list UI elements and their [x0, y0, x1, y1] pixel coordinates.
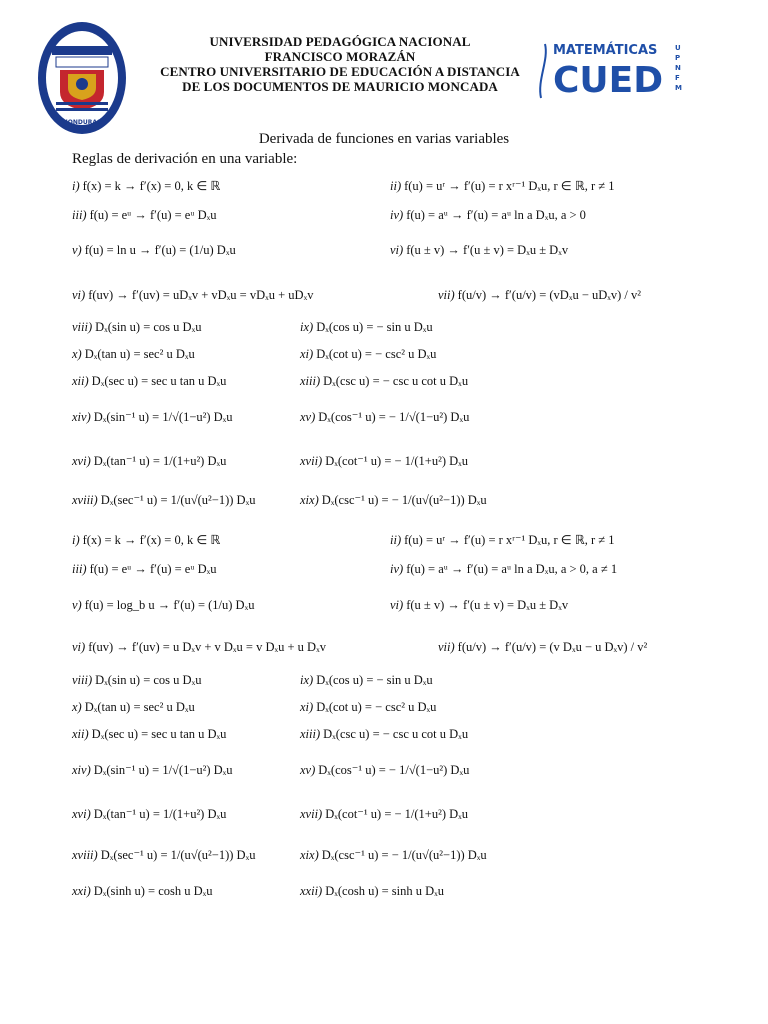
formula-label: ix) — [300, 320, 314, 334]
formula-expression: Dₓ(sin u) = cos u Dₓu — [95, 673, 202, 687]
formula-label: i) — [72, 179, 80, 193]
svg-text:P: P — [675, 54, 681, 62]
formula-expression: Dₓ(csc⁻¹ u) = − 1/(u√(u²−1)) Dₓu — [321, 848, 487, 862]
formula-section1-10 — [300, 319, 433, 335]
document-title: Derivada de funciones en varias variables — [258, 131, 510, 147]
formula-label: xix) — [300, 848, 319, 862]
formula-expression: f(uv) → f′(uv) = u Dₓv + v Dₓu = v Dₓu + u Dₓv — [88, 640, 326, 654]
formula-section1-11 — [72, 346, 195, 362]
formula-label: xviii) — [72, 493, 98, 507]
formula-section1-3 — [72, 207, 216, 223]
svg-text:M: M — [675, 84, 682, 92]
formula-expression: Dₓ(sin⁻¹ u) = 1/√(1−u²) Dₓu — [93, 410, 233, 424]
formula-section2-16 — [300, 762, 469, 778]
formula-expression: Dₓ(sin u) = cos u Dₓu — [95, 320, 202, 334]
formula-section1-16 — [300, 409, 469, 425]
formula-section1-5 — [72, 242, 236, 258]
institution-header — [140, 34, 540, 94]
formula-expression: Dₓ(cosh u) = sinh u Dₓu — [325, 884, 445, 898]
formula-expression: f(u) = eᵘ → f′(u) = eᵘ Dₓu — [89, 208, 217, 222]
formula-label: vi) — [72, 640, 86, 654]
formula-label: x) — [72, 347, 82, 361]
formula-label: xvi) — [72, 454, 91, 468]
formula-section2-8 — [438, 639, 647, 655]
formula-expression: f(u) = log_b u → f′(u) = (1/u) Dₓu — [84, 598, 255, 612]
formula-expression: Dₓ(sec u) = sec u tan u Dₓu — [91, 727, 227, 741]
formula-expression: f(u) = uʳ → f′(u) = r xʳ⁻¹ Dₓu, r ∈ ℝ, r ≠ 1 — [404, 533, 615, 547]
svg-text:HONDURAS: HONDURAS — [62, 119, 102, 126]
formula-label: xviii) — [72, 848, 98, 862]
header-line-3: CENTRO UNIVERSITARIO DE EDUCACIÓN A DISTANCIA — [160, 64, 520, 79]
formula-section2-20 — [300, 847, 487, 863]
formula-expression: Dₓ(cos u) = − sin u Dₓu — [316, 673, 433, 687]
formula-expression: f(u) = aᵘ → f′(u) = aᵘ ln a Dₓu, a > 0 — [406, 208, 586, 222]
formula-section2-19 — [72, 847, 255, 863]
formula-expression: Dₓ(tan⁻¹ u) = 1/(1+u²) Dₓu — [93, 807, 227, 821]
formula-expression: f(u) = eᵘ → f′(u) = eᵘ Dₓu — [89, 562, 217, 576]
formula-label: v) — [72, 598, 82, 612]
formula-section1-20 — [300, 492, 487, 508]
svg-text:F: F — [675, 74, 680, 82]
formula-section2-4 — [390, 561, 617, 577]
formula-section2-12 — [300, 699, 436, 715]
formula-label: iii) — [72, 208, 87, 222]
formula-expression: Dₓ(cot⁻¹ u) = − 1/(1+u²) Dₓu — [325, 454, 469, 468]
formula-section2-6 — [390, 597, 568, 613]
formula-label: xxii) — [300, 884, 323, 898]
formula-section2-17 — [72, 806, 226, 822]
formula-label: xi) — [300, 347, 314, 361]
formula-section1-12 — [300, 346, 436, 362]
formula-expression: Dₓ(cot u) = − csc² u Dₓu — [316, 700, 437, 714]
formula-section2-11 — [72, 699, 195, 715]
formula-label: xi) — [300, 700, 314, 714]
cued-math-logo — [535, 40, 685, 100]
formula-expression: f(u) = ln u → f′(u) = (1/u) Dₓu — [84, 243, 236, 257]
formula-section1-13 — [72, 373, 226, 389]
formula-expression: f(uv) → f′(uv) = uDₓv + vDₓu = vDₓu + uDₓv — [88, 288, 314, 302]
formula-label: x) — [72, 700, 82, 714]
formula-section2-14 — [300, 726, 468, 742]
formula-label: xv) — [300, 410, 316, 424]
formula-label: xxi) — [72, 884, 91, 898]
formula-section2-1 — [72, 532, 220, 548]
formula-section1-2 — [390, 178, 615, 194]
formula-label: i) — [72, 533, 80, 547]
formula-label: xiv) — [72, 763, 91, 777]
formula-section1-7 — [72, 287, 313, 303]
formula-expression: Dₓ(sinh u) = cosh u Dₓu — [93, 884, 213, 898]
formula-section2-2 — [390, 532, 615, 548]
formula-expression: Dₓ(sec⁻¹ u) = 1/(u√(u²−1)) Dₓu — [100, 493, 256, 507]
formula-expression: f(u ± v) → f′(u ± v) = Dₓu ± Dₓv — [406, 598, 569, 612]
formula-label: xvii) — [300, 807, 323, 821]
formula-section1-1 — [72, 178, 220, 194]
formula-section2-5 — [72, 597, 254, 613]
formula-label: vi) — [72, 288, 86, 302]
formula-expression: Dₓ(csc u) = − csc u cot u Dₓu — [323, 727, 469, 741]
formula-section1-4 — [390, 207, 586, 223]
formula-expression: Dₓ(csc u) = − csc u cot u Dₓu — [323, 374, 469, 388]
formula-section2-9 — [72, 672, 201, 688]
formula-expression: f(u/v) → f′(u/v) = (v Dₓu − u Dₓv) / v² — [457, 640, 648, 654]
formula-expression: Dₓ(tan⁻¹ u) = 1/(1+u²) Dₓu — [93, 454, 227, 468]
formula-section2-7 — [72, 639, 326, 655]
formula-label: vii) — [438, 288, 455, 302]
formula-section2-13 — [72, 726, 226, 742]
svg-text:1956: 1956 — [73, 127, 91, 134]
formula-section2-10 — [300, 672, 433, 688]
formula-expression: Dₓ(cot u) = − csc² u Dₓu — [316, 347, 437, 361]
formula-label: iii) — [72, 562, 87, 576]
header-line-2: FRANCISCO MORAZÁN — [264, 49, 416, 64]
formula-expression: Dₓ(cos⁻¹ u) = − 1/√(1−u²) Dₓu — [318, 763, 470, 777]
formula-section1-14 — [300, 373, 468, 389]
formula-expression: Dₓ(cot⁻¹ u) = − 1/(1+u²) Dₓu — [325, 807, 469, 821]
formula-label: iv) — [390, 562, 404, 576]
formula-expression: f(u ± v) → f′(u ± v) = Dₓu ± Dₓv — [406, 243, 569, 257]
formula-section1-15 — [72, 409, 233, 425]
formula-label: iv) — [390, 208, 404, 222]
formula-label: vii) — [438, 640, 455, 654]
formula-label: xii) — [72, 727, 89, 741]
university-seal-logo — [36, 20, 128, 138]
formula-section2-21 — [72, 883, 213, 899]
formula-label: xii) — [72, 374, 89, 388]
formula-expression: Dₓ(cos u) = − sin u Dₓu — [316, 320, 433, 334]
formula-expression: f(u/v) → f′(u/v) = (vDₓu − uDₓv) / v² — [457, 288, 642, 302]
header-line-1: UNIVERSIDAD PEDAGÓGICA NACIONAL — [209, 34, 471, 49]
formula-label: xix) — [300, 493, 319, 507]
formula-expression: Dₓ(sin⁻¹ u) = 1/√(1−u²) Dₓu — [93, 763, 233, 777]
formula-label: xvi) — [72, 807, 91, 821]
formula-expression: Dₓ(cos⁻¹ u) = − 1/√(1−u²) Dₓu — [318, 410, 470, 424]
formula-section2-15 — [72, 762, 233, 778]
formula-section1-8 — [438, 287, 641, 303]
formula-expression: Dₓ(tan u) = sec² u Dₓu — [84, 700, 195, 714]
formula-label: viii) — [72, 320, 93, 334]
formula-label: viii) — [72, 673, 93, 687]
formula-label: xiii) — [300, 727, 321, 741]
formula-label: xvii) — [300, 454, 323, 468]
formula-expression: f(u) = aᵘ → f′(u) = aᵘ ln a Dₓu, a > 0, a ≠ 1 — [406, 562, 618, 576]
formula-section1-19 — [72, 492, 255, 508]
formula-label: ii) — [390, 179, 402, 193]
formula-label: v) — [72, 243, 82, 257]
formula-section2-18 — [300, 806, 468, 822]
formula-expression: f(u) = uʳ → f′(u) = r xʳ⁻¹ Dₓu, r ∈ ℝ, r ≠ 1 — [404, 179, 615, 193]
svg-text:U: U — [675, 44, 681, 52]
formula-section2-3 — [72, 561, 216, 577]
svg-text:CUED: CUED — [553, 60, 664, 100]
formula-expression: f(x) = k → f′(x) = 0, k ∈ ℝ — [82, 179, 221, 193]
svg-text:N: N — [675, 64, 681, 72]
formula-expression: Dₓ(tan u) = sec² u Dₓu — [84, 347, 195, 361]
document-subtitle: Reglas de derivación en una variable: — [72, 151, 298, 167]
formula-section1-6 — [390, 242, 568, 258]
formula-label: vi) — [390, 243, 404, 257]
header-line-4: DE LOS DOCUMENTOS DE MAURICIO MONCADA — [182, 79, 498, 94]
formula-label: ix) — [300, 673, 314, 687]
formula-label: vi) — [390, 598, 404, 612]
formula-label: xiv) — [72, 410, 91, 424]
formula-expression: Dₓ(sec u) = sec u tan u Dₓu — [91, 374, 227, 388]
formula-section1-18 — [300, 453, 468, 469]
formula-label: ii) — [390, 533, 402, 547]
formula-expression: Dₓ(csc⁻¹ u) = − 1/(u√(u²−1)) Dₓu — [321, 493, 487, 507]
svg-text:MATEMÁTICAS: MATEMÁTICAS — [553, 43, 658, 58]
formula-label: xiii) — [300, 374, 321, 388]
formula-section1-17 — [72, 453, 226, 469]
formula-section2-22 — [300, 883, 444, 899]
formula-expression: f(x) = k → f′(x) = 0, k ∈ ℝ — [82, 533, 221, 547]
formula-section1-9 — [72, 319, 201, 335]
formula-expression: Dₓ(sec⁻¹ u) = 1/(u√(u²−1)) Dₓu — [100, 848, 256, 862]
formula-label: xv) — [300, 763, 316, 777]
